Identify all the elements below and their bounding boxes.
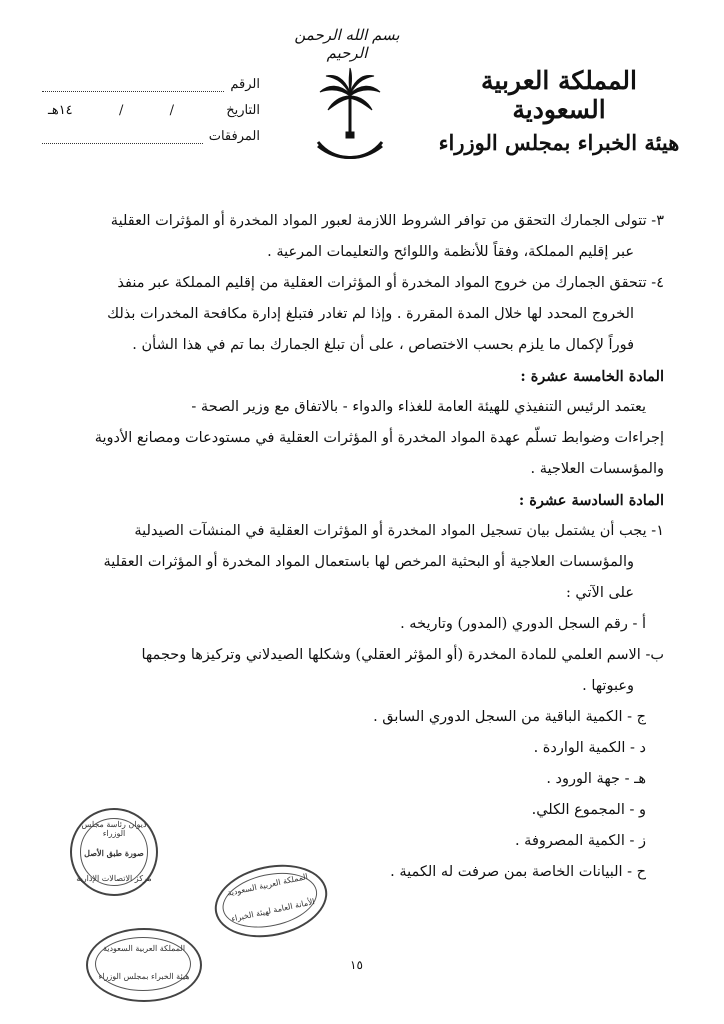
kingdom-name: المملكة العربية السعودية <box>481 66 637 124</box>
list-item: ز - الكمية المصروفة . <box>514 833 646 849</box>
list-item: ب- الاسم العلمي للمادة المخدرة (أو المؤثر العقلي) وشكلها الصيدلاني وتركيزها وحجمها <box>141 647 664 663</box>
body-line: والمؤسسات العلاجية . <box>530 461 664 477</box>
list-item: أ - رقم السجل الدوري (المدور) وتاريخه . <box>400 616 646 632</box>
official-stamp: المملكة العربية السعودية هيئة الخبراء بمجلس الوزراء <box>86 928 202 1002</box>
body-line: وعبوتها . <box>582 678 634 694</box>
body-line: فوراً لإكمال ما يلزم بحسب الاختصاص ، على أن تبلغ الجمارك بما تم في هذا الشأن . <box>132 337 634 353</box>
list-item: د - الكمية الواردة . <box>533 740 646 756</box>
document-body <box>62 206 664 888</box>
ref-line <box>42 77 224 92</box>
palm-swords-emblem-icon <box>310 66 390 170</box>
attachments-line <box>42 129 203 144</box>
attachments-label: المرفقات <box>208 129 260 144</box>
page-number: ١٥ <box>350 958 363 972</box>
ref-row <box>42 66 260 92</box>
body-line: عبر إقليم المملكة، وفقاً للأنظمة واللوائح والتعليمات المرعية . <box>267 244 634 260</box>
basmala: بسم الله الرحمن الرحيم <box>294 26 400 62</box>
date-row <box>42 92 260 118</box>
body-line: والمؤسسات العلاجية أو البحثية المرخص لها باستعمال المواد المخدرة أو المؤثرات العقلية <box>103 554 634 570</box>
ref-label: الرقم <box>230 77 260 92</box>
body-line: إجراءات وضوابط تسلّم عهدة المواد المخدرة أو المؤثرات العقلية في مستودعات ومصانع الأدوية <box>94 430 664 446</box>
body-line: على الآتي : <box>565 585 634 601</box>
date-label: التاريخ <box>226 103 260 118</box>
list-item: و - المجموع الكلي. <box>531 802 646 818</box>
list-item: هـ - جهة الورود . <box>546 771 646 787</box>
article-heading: المادة السادسة عشرة : <box>518 492 664 509</box>
agency-name: هيئة الخبراء بمجلس الوزراء <box>438 130 680 155</box>
article-heading: المادة الخامسة عشرة : <box>520 368 664 385</box>
date-slash: / <box>169 103 174 118</box>
date-suffix: ١٤هـ <box>48 103 73 118</box>
list-item: ح - البيانات الخاصة بمن صرفت له الكمية . <box>390 864 646 880</box>
body-line: ١- يجب أن يشتمل بيان تسجيل المواد المخدرة أو المؤثرات العقلية في المنشآت الصيدلية <box>134 523 664 539</box>
official-stamp: المملكة العربية السعودية الأمانة العامة لهيئة الخبراء <box>208 855 334 947</box>
date-slash: / <box>118 103 124 118</box>
date-value <box>42 103 220 118</box>
body-line: يعتمد الرئيس التنفيذي للهيئة العامة للغذاء والدواء - بالاتفاق مع وزير الصحة - <box>191 399 646 415</box>
official-stamp: ديوان رئاسة مجلس الوزراء صورة طبق الأصل مركز الاتصالات الإدارية <box>70 808 158 896</box>
body-line: ٣- تتولى الجمارك التحقق من توافر الشروط اللازمة لعبور المواد المخدرة أو المؤثرات العقلية <box>110 213 664 229</box>
list-item: ج - الكمية الباقية من السجل الدوري السابق . <box>373 709 646 725</box>
attachments-row <box>42 118 260 144</box>
reference-fields <box>42 66 260 144</box>
body-line: الخروج المحدد لها خلال المدة المقررة . وإذا لم تغادر فتبلغ إدارة مكافحة المخدرات بذلك <box>107 306 634 322</box>
body-line: ٤- تتحقق الجمارك من خروج المواد المخدرة أو المؤثرات العقلية من إقليم المملكة عبر منفذ <box>117 275 664 291</box>
organization-header <box>434 66 684 155</box>
